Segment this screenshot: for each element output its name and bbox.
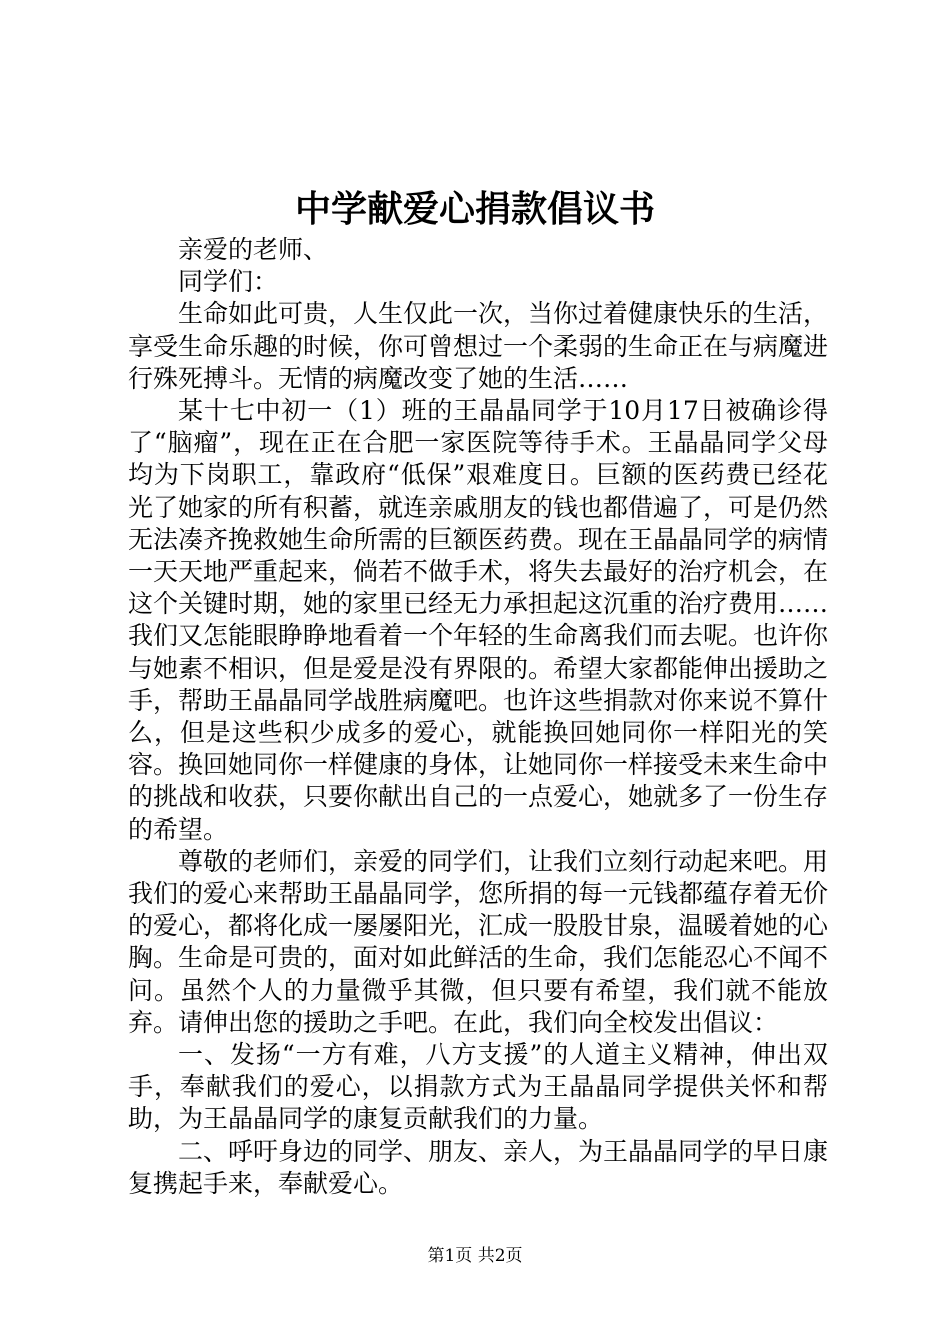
paragraph-intro: 生命如此可贵，人生仅此一次，当你过着健康快乐的生活，享受生命乐趣的时候，你可曾想过一个柔弱的生命正在与病魔进行殊死搏斗。无情的病魔改变了她的生活……: [128, 299, 829, 393]
paragraph-story: 某十七中初一（1）班的王晶晶同学于10月17日被确诊得了“脑瘤”，现在正在合肥一家医院等待手术。王晶晶同学父母均为下岗职工，靠政府“低保”艰难度日。巨额的医药费已经花光了她家的所有积蓄，就连亲戚朋友的钱也都借遍了，可是仍然无法凑齐挽救她生命所需的巨额医药费。现在王晶晶同学的病情一天天地严重起来，倘若不做手术，将失去最好的治疗机会，在这个关键时期，她的家里已经无力承担起这沉重的治疗费用……我们又怎能眼睁睁地看着一个年轻的生命离我们而去呢。也许你与她素不相识，但是爱是没有界限的。希望大家都能伸出援助之手，帮助王晶晶同学战胜病魔吧。也许这些捐款对你来说不算什么，但是这些积少成多的爱心，就能换回她同你一样阳光的笑容。换回她同你一样健康的身体，让她同你一样接受未来生命中的挑战和收获，只要你献出自己的一点爱心，她就多了一份生存的希望。: [128, 396, 829, 844]
proposal-item-2: 二、呼吁身边的同学、朋友、亲人，为王晶晶同学的早日康复携起手来，奉献爱心。: [128, 1136, 829, 1198]
salutation-line-2: 同学们：: [178, 267, 279, 297]
proposal-item-1: 一、发扬“一方有难，八方支援”的人道主义精神，伸出双手，奉献我们的爱心，以捐款方式为王晶晶同学提供关怀和帮助，为王晶晶同学的康复贡献我们的力量。: [128, 1040, 828, 1134]
paragraph-appeal: 尊敬的老师们，亲爱的同学们，让我们立刻行动起来吧。用我们的爱心来帮助王晶晶同学，您所捐的每一元钱都蕴存着无价的爱心，都将化成一屡屡阳光，汇成一股股甘泉，温暖着她的心胸。生命是可贵的，面对如此鲜活的生命，我们怎能忍心不闻不问。虽然个人的力量微乎其微，但只要有希望，我们就不能放弃。请伸出您的援助之手吧。在此，我们向全校发出倡议：: [128, 846, 829, 1037]
page-footer: 第1页 共2页: [427, 1246, 523, 1266]
salutation-line-1: 亲爱的老师、: [178, 235, 329, 264]
document-body: [128, 234, 828, 1200]
document-title: 中学献爱心捐款倡议书: [294, 188, 655, 230]
